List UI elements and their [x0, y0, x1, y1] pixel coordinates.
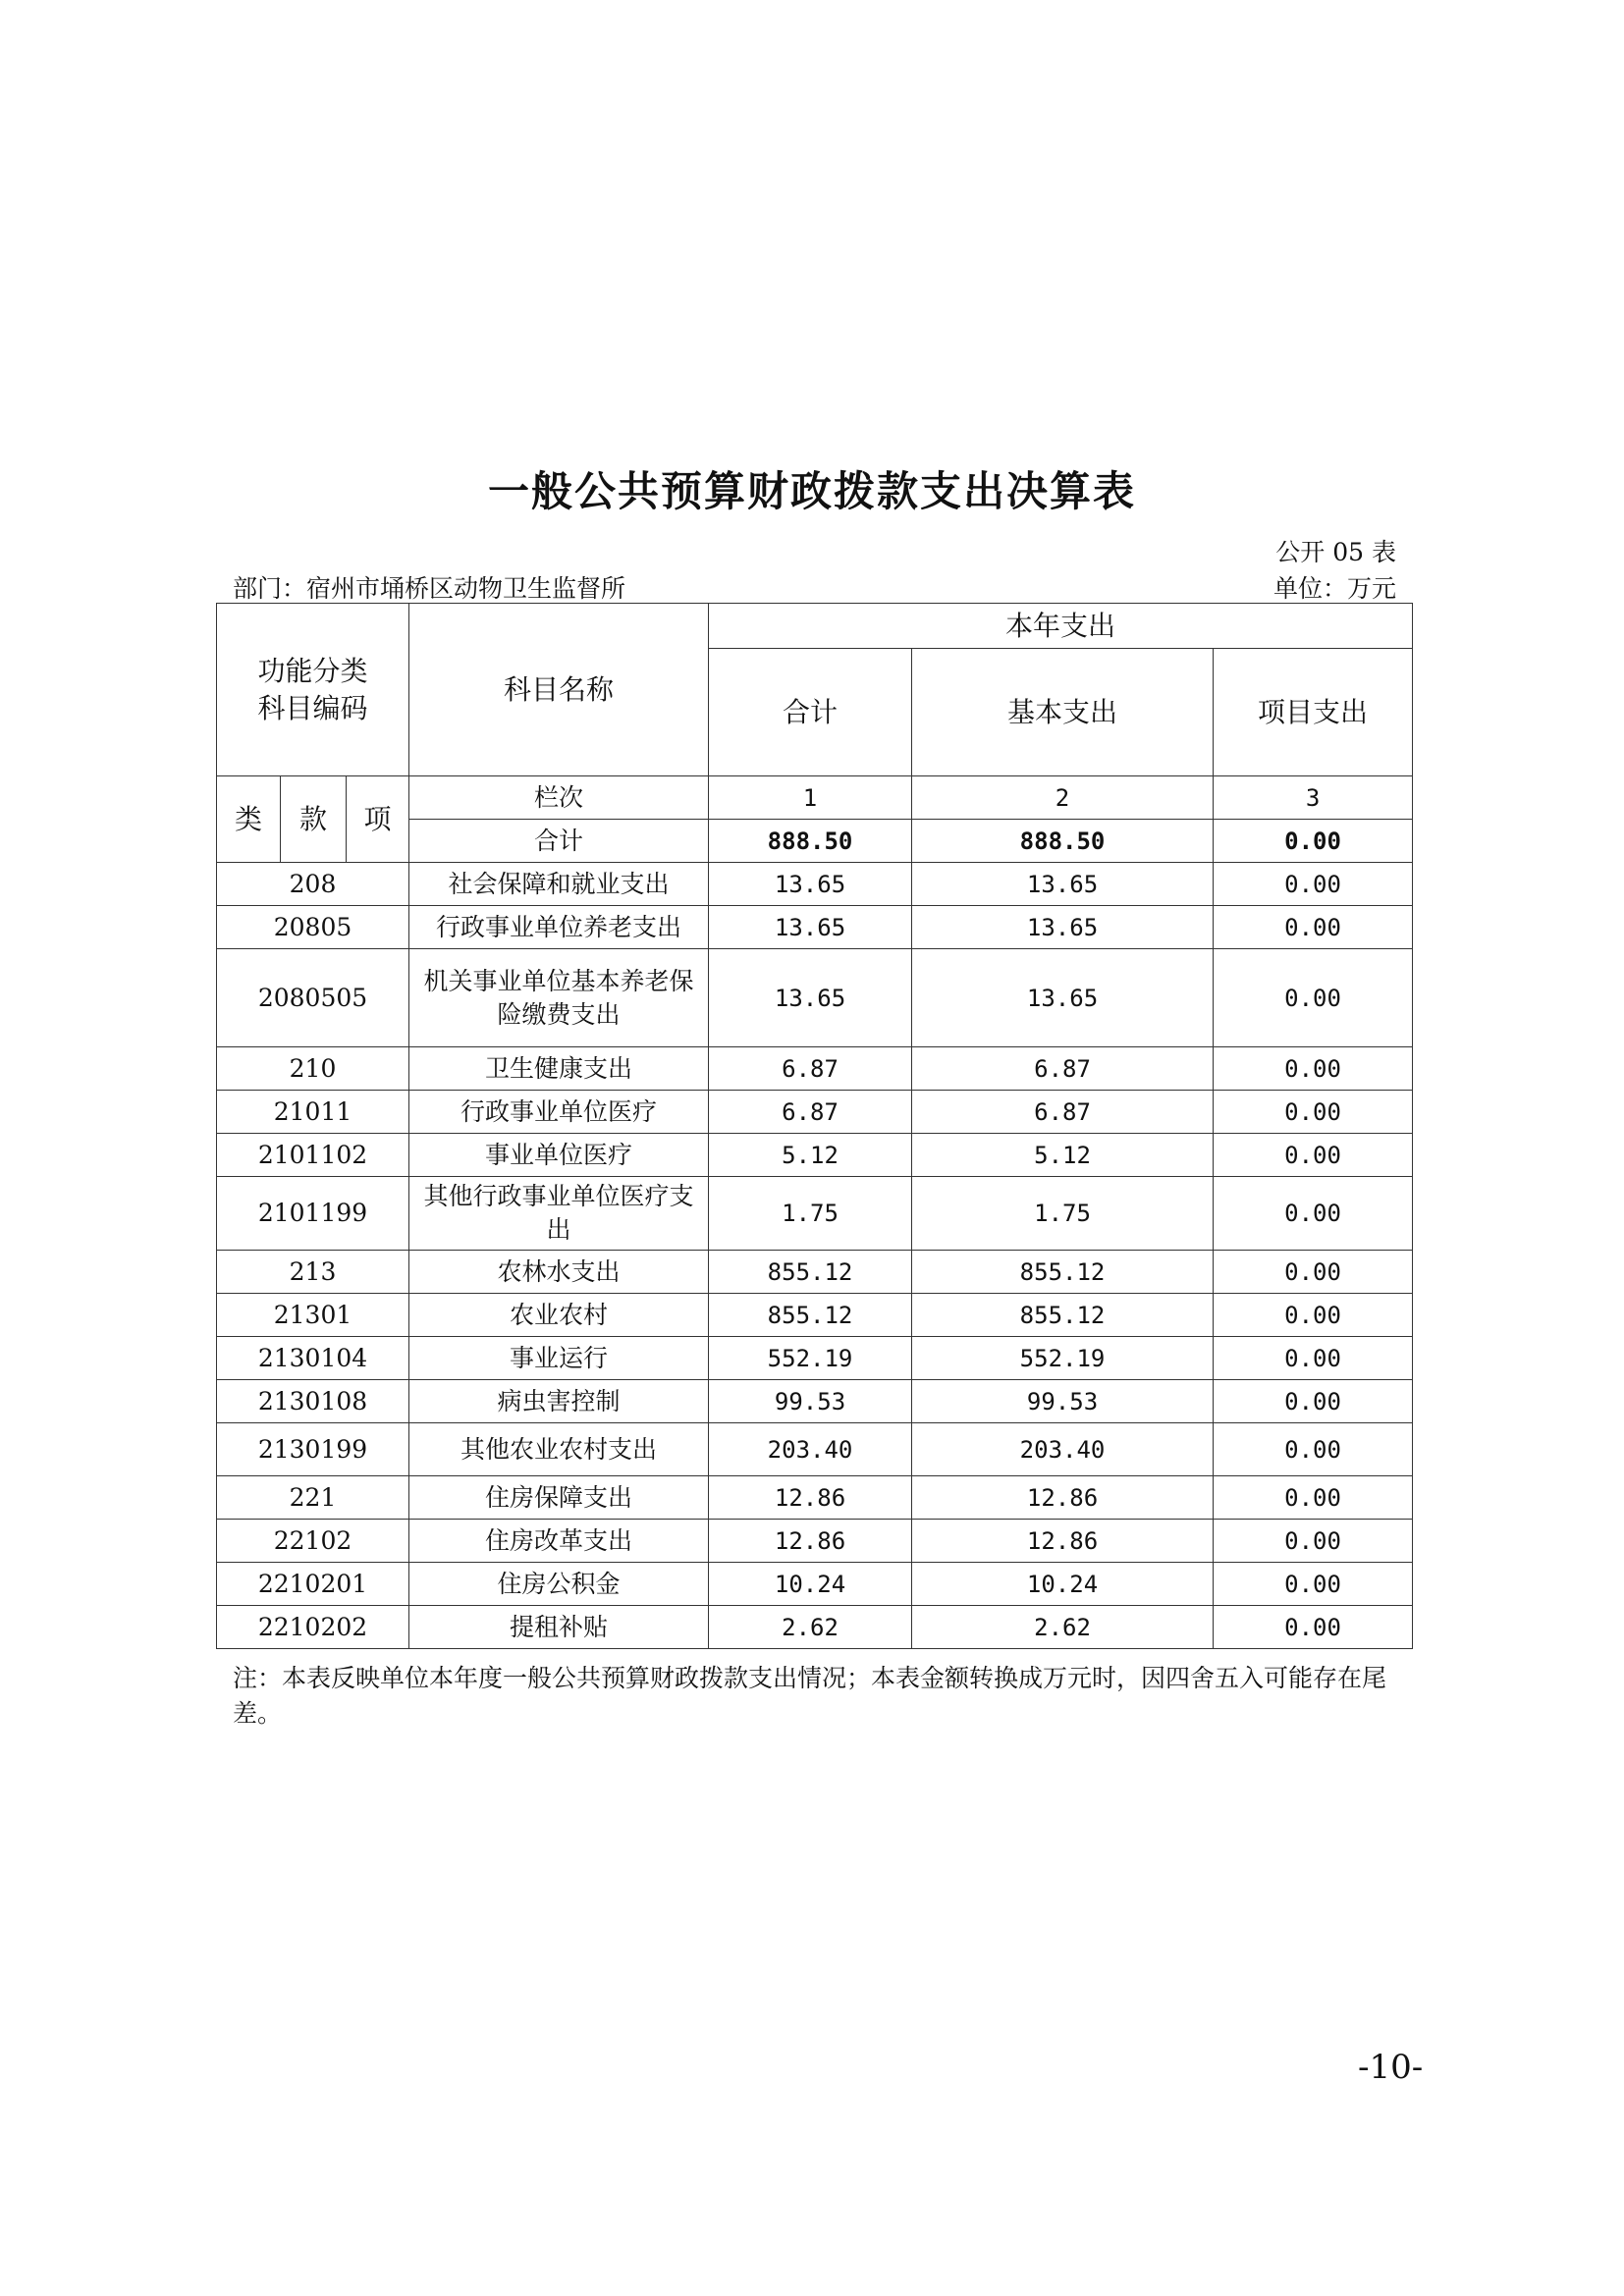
row-project: 0.00 [1214, 1337, 1413, 1380]
row-total: 5.12 [709, 1134, 912, 1177]
row-project: 0.00 [1214, 1476, 1413, 1520]
table-row [217, 1520, 1413, 1563]
table-row [217, 1177, 1413, 1251]
unit-label: 单位：万元 [1272, 574, 1396, 603]
row-code: 213 [217, 1251, 409, 1294]
row-project: 0.00 [1214, 1177, 1413, 1251]
row-basic: 2.62 [912, 1606, 1214, 1649]
row-code: 210 [217, 1047, 409, 1091]
table-row [217, 1606, 1413, 1649]
row-basic: 552.19 [912, 1337, 1214, 1380]
row-code: 2130199 [217, 1423, 409, 1476]
page-title: 一般公共预算财政拨款支出决算表 [487, 467, 1136, 515]
row-total: 552.19 [709, 1337, 912, 1380]
column-index-label: 栏次 [409, 776, 709, 820]
column-index-3: 3 [1214, 776, 1413, 820]
header-kuan: 款 [281, 776, 347, 863]
row-total: 1.75 [709, 1177, 912, 1251]
row-project: 0.00 [1214, 1563, 1413, 1606]
row-subject-name: 病虫害控制 [409, 1380, 709, 1423]
row-code: 21011 [217, 1091, 409, 1134]
row-subject-name: 其他行政事业单位医疗支出 [409, 1177, 709, 1251]
row-basic: 12.86 [912, 1476, 1214, 1520]
row-code: 2101102 [217, 1134, 409, 1177]
row-subject-name: 行政事业单位医疗 [409, 1091, 709, 1134]
table-row [217, 1423, 1413, 1476]
row-code: 2210202 [217, 1606, 409, 1649]
row-project: 0.00 [1214, 1606, 1413, 1649]
row-total: 6.87 [709, 1047, 912, 1091]
row-total: 2.62 [709, 1606, 912, 1649]
row-subject-name: 其他农业农村支出 [409, 1423, 709, 1476]
row-total: 13.65 [709, 863, 912, 906]
table-row [217, 1251, 1413, 1294]
table-row [217, 1337, 1413, 1380]
row-total: 203.40 [709, 1423, 912, 1476]
row-subject-name: 住房公积金 [409, 1563, 709, 1606]
row-subject-name: 机关事业单位基本养老保险缴费支出 [409, 949, 709, 1047]
column-index-2: 2 [912, 776, 1214, 820]
column-index-1: 1 [709, 776, 912, 820]
row-subject-name: 住房改革支出 [409, 1520, 709, 1563]
row-code: 2130108 [217, 1380, 409, 1423]
row-code: 208 [217, 863, 409, 906]
row-subject-name: 事业单位医疗 [409, 1134, 709, 1177]
table-row [217, 1047, 1413, 1091]
row-subject-name: 农业农村 [409, 1294, 709, 1337]
table-row [217, 949, 1413, 1047]
row-total: 99.53 [709, 1380, 912, 1423]
row-total: 10.24 [709, 1563, 912, 1606]
expenditure-table [216, 603, 1413, 1649]
row-subject-name: 提租补贴 [409, 1606, 709, 1649]
header-lei: 类 [217, 776, 281, 863]
row-basic: 13.65 [912, 906, 1214, 949]
total-row-label: 合计 [409, 820, 709, 863]
row-code: 2130104 [217, 1337, 409, 1380]
row-total: 12.86 [709, 1476, 912, 1520]
table-row [217, 906, 1413, 949]
header-project: 项目支出 [1214, 649, 1413, 776]
total-row-total: 888.50 [709, 820, 912, 863]
row-project: 0.00 [1214, 1134, 1413, 1177]
row-subject-name: 农林水支出 [409, 1251, 709, 1294]
row-subject-name: 行政事业单位养老支出 [409, 906, 709, 949]
row-total: 13.65 [709, 906, 912, 949]
table-row [217, 1091, 1413, 1134]
row-project: 0.00 [1214, 1380, 1413, 1423]
row-basic: 13.65 [912, 949, 1214, 1047]
row-subject-name: 卫生健康支出 [409, 1047, 709, 1091]
table-row [217, 1476, 1413, 1520]
row-total: 13.65 [709, 949, 912, 1047]
row-project: 0.00 [1214, 1423, 1413, 1476]
row-subject-name: 住房保障支出 [409, 1476, 709, 1520]
page-number: -10- [1358, 2048, 1424, 2087]
row-basic: 6.87 [912, 1091, 1214, 1134]
total-row-basic: 888.50 [912, 820, 1214, 863]
total-row-project: 0.00 [1214, 820, 1413, 863]
row-total: 855.12 [709, 1251, 912, 1294]
header-subject-name: 科目名称 [409, 604, 709, 776]
row-project: 0.00 [1214, 1520, 1413, 1563]
row-project: 0.00 [1214, 949, 1413, 1047]
header-func-code: 功能分类 科目编码 [217, 604, 409, 776]
table-row [217, 1294, 1413, 1337]
table-note: 注：本表反映单位本年度一般公共预算财政拨款支出情况；本表金额转换成万元时，因四舍五入可能存在尾差。 [233, 1664, 1387, 1728]
row-basic: 12.86 [912, 1520, 1214, 1563]
row-code: 2101199 [217, 1177, 409, 1251]
row-basic: 5.12 [912, 1134, 1214, 1177]
table-row [217, 1563, 1413, 1606]
department-label: 部门：宿州市埇桥区动物卫生监督所 [233, 574, 626, 603]
row-code: 22102 [217, 1520, 409, 1563]
table-row [217, 863, 1413, 906]
row-code: 2210201 [217, 1563, 409, 1606]
row-basic: 855.12 [912, 1251, 1214, 1294]
header-current-year: 本年支出 [709, 604, 1413, 649]
row-subject-name: 事业运行 [409, 1337, 709, 1380]
row-project: 0.00 [1214, 1091, 1413, 1134]
row-basic: 855.12 [912, 1294, 1214, 1337]
row-basic: 203.40 [912, 1423, 1214, 1476]
row-total: 6.87 [709, 1091, 912, 1134]
row-project: 0.00 [1214, 906, 1413, 949]
row-basic: 1.75 [912, 1177, 1214, 1251]
row-code: 221 [217, 1476, 409, 1520]
row-project: 0.00 [1214, 1047, 1413, 1091]
row-code: 20805 [217, 906, 409, 949]
row-project: 0.00 [1214, 1251, 1413, 1294]
row-project: 0.00 [1214, 1294, 1413, 1337]
header-total: 合计 [709, 649, 912, 776]
row-basic: 10.24 [912, 1563, 1214, 1606]
table-row [217, 1134, 1413, 1177]
header-xiang: 项 [347, 776, 409, 863]
row-code: 21301 [217, 1294, 409, 1337]
table-row [217, 1380, 1413, 1423]
row-basic: 99.53 [912, 1380, 1214, 1423]
row-total: 855.12 [709, 1294, 912, 1337]
row-total: 12.86 [709, 1520, 912, 1563]
header-basic: 基本支出 [912, 649, 1214, 776]
row-basic: 13.65 [912, 863, 1214, 906]
form-number: 公开 05 表 [1275, 538, 1396, 566]
row-code: 2080505 [217, 949, 409, 1047]
row-project: 0.00 [1214, 863, 1413, 906]
row-basic: 6.87 [912, 1047, 1214, 1091]
row-subject-name: 社会保障和就业支出 [409, 863, 709, 906]
